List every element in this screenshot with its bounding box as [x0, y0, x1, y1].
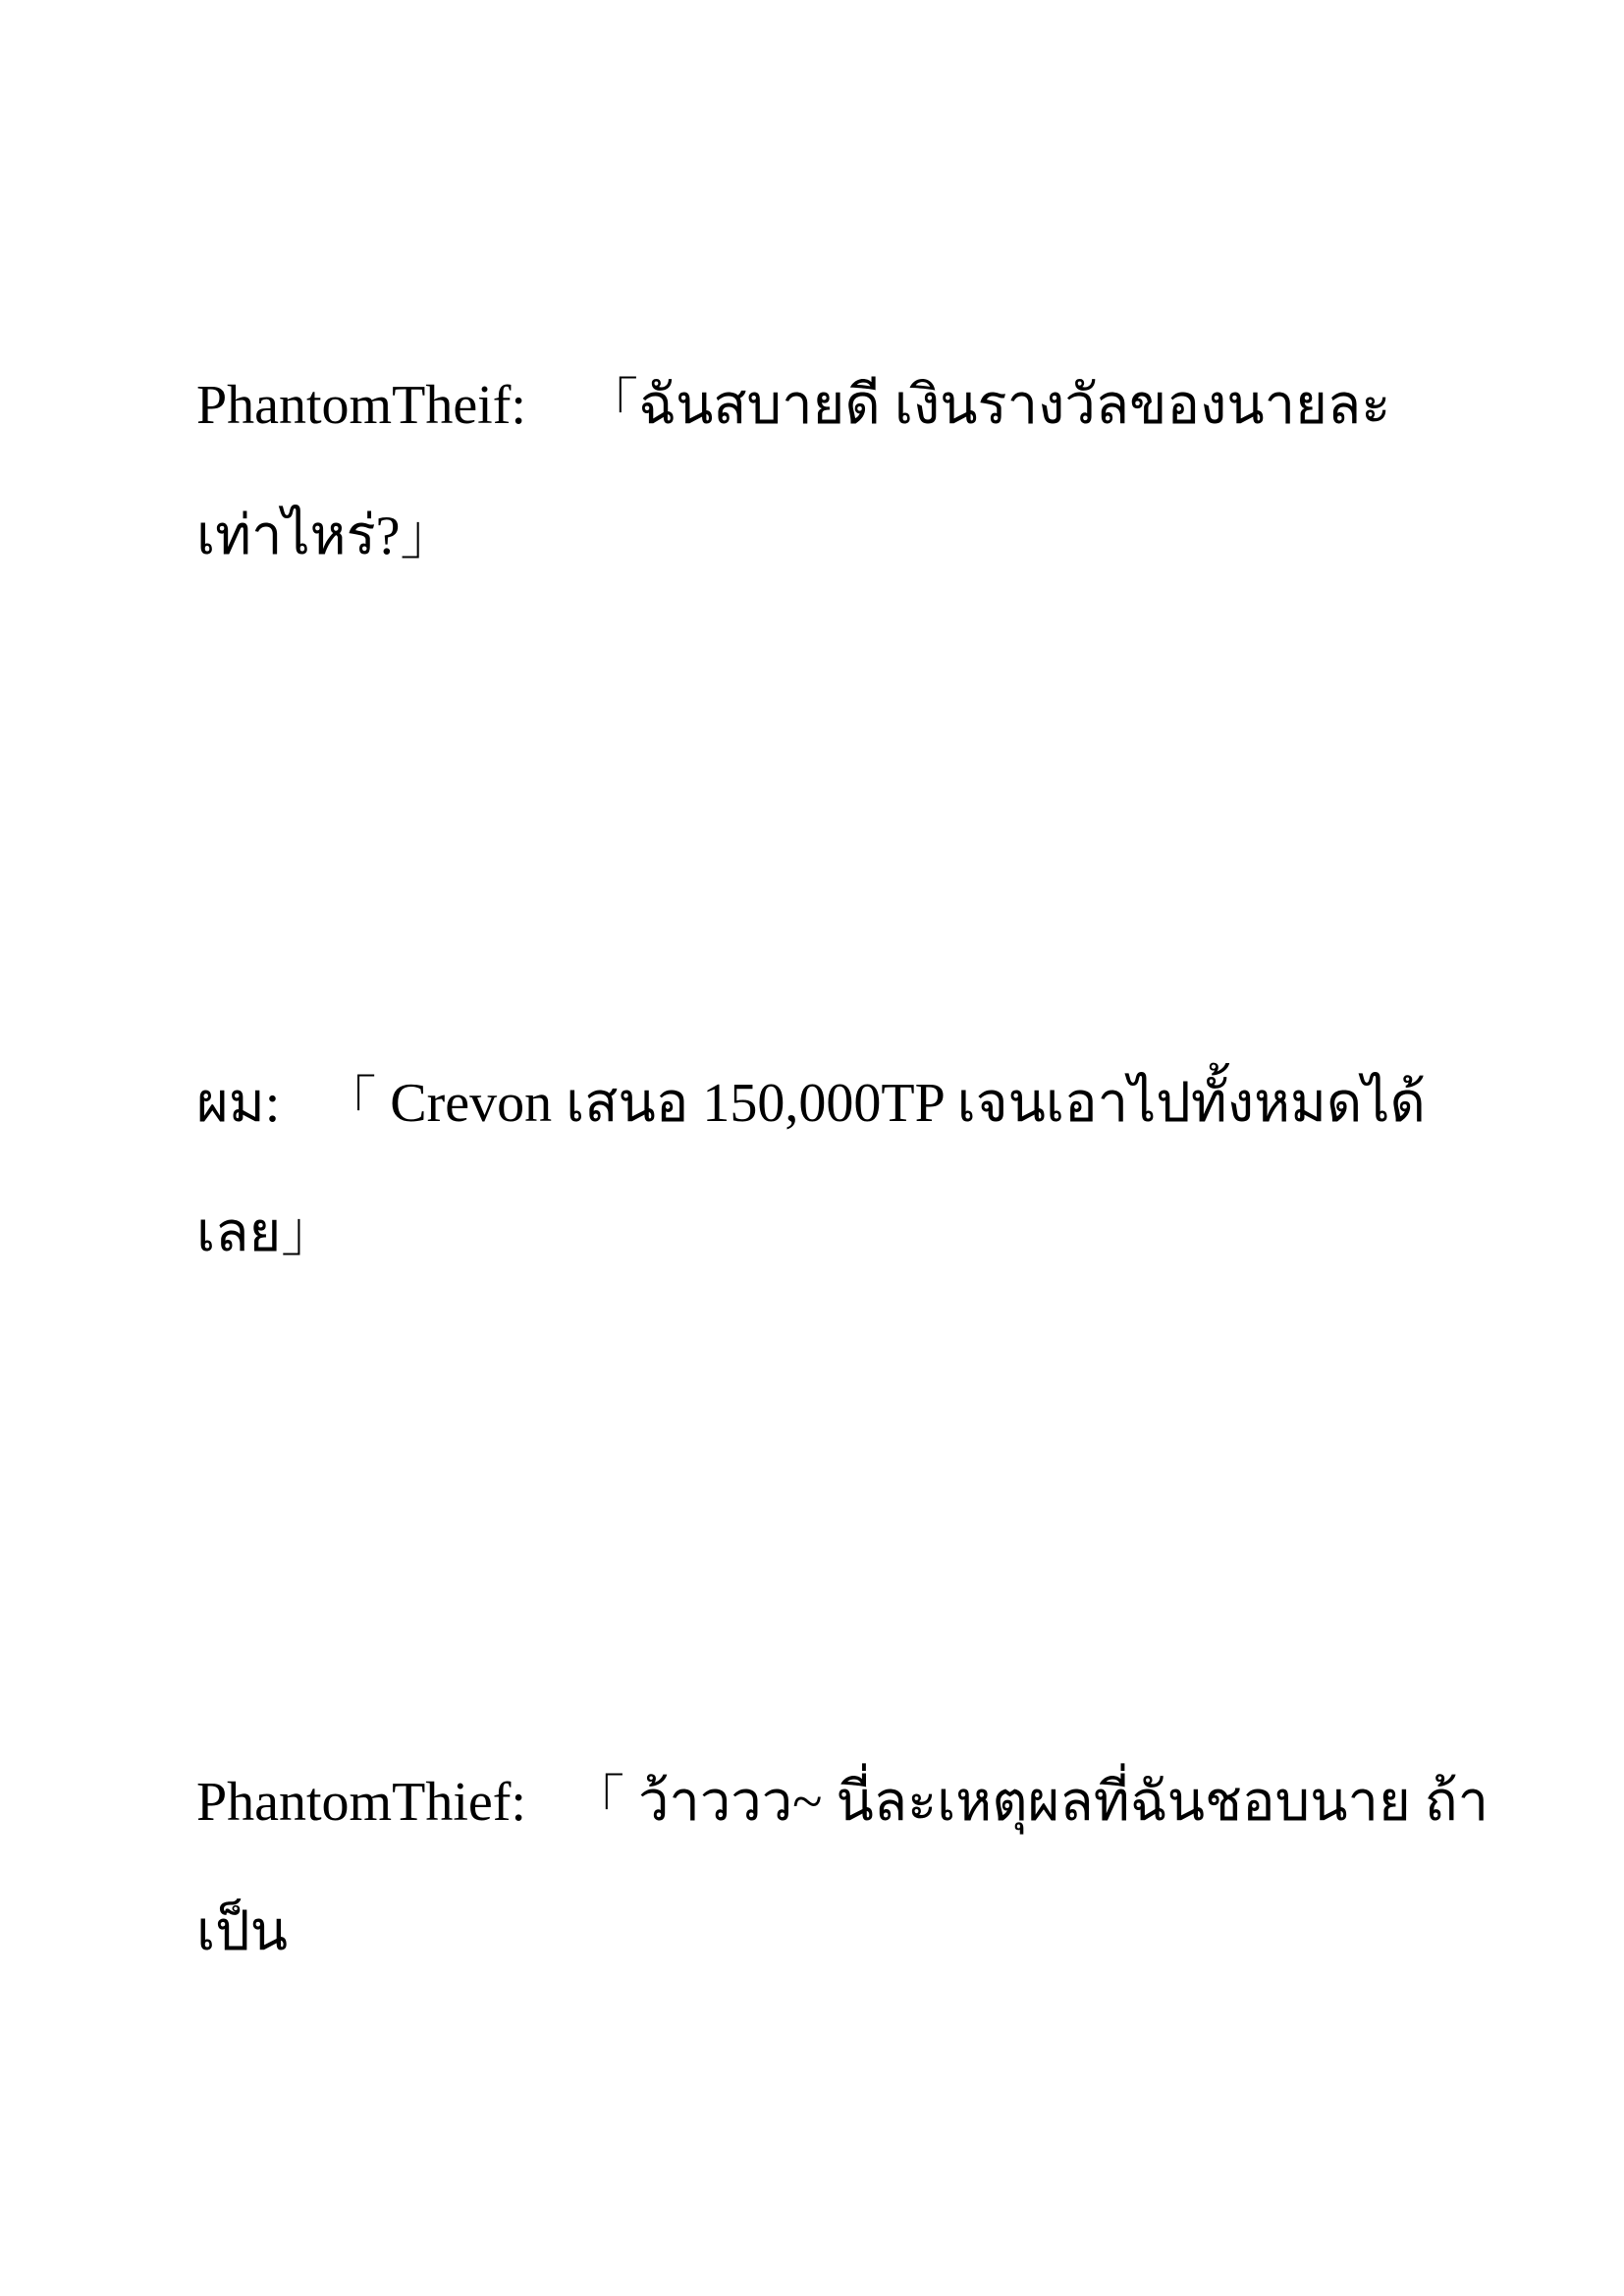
dialogue-1-line-1: [196, 373, 1391, 437]
dialogue-2-text-2: เลย: [196, 1202, 282, 1263]
dialogue-1-line-2: [196, 504, 456, 567]
dialogue-3-line-1: [196, 1770, 1489, 1834]
dialogue-1-speaker: PhantomTheif:: [196, 375, 526, 436]
dialogue-3-text-1: ว้าววว~ นี่ละเหตุผลที่ฉันชอบนาย ถ้า: [623, 1772, 1489, 1833]
dialogue-3-speaker: PhantomThief:: [196, 1772, 526, 1833]
dialogue-2-line-2: [196, 1201, 337, 1264]
dialogue-2-speaker: ผม:: [196, 1073, 281, 1134]
dialogue-2-text-1: Crevon เสนอ 150,000TP เจนเอาไปทั้งหมดได้: [376, 1073, 1426, 1134]
dialogue-2-line-1: [196, 1071, 1426, 1135]
dialogue-3-line-2: [196, 1901, 288, 1962]
dialogue-1-open-quote: 「: [582, 373, 638, 437]
dialogue-1-text-2: เท่าไหร่?: [196, 506, 401, 566]
dialogue-3-open-quote: 「: [568, 1770, 624, 1834]
dialogue-1-close-quote: 」: [400, 504, 456, 567]
dialogue-2-close-quote: 」: [281, 1201, 337, 1264]
dialogue-3-text-2: เป็น: [196, 1901, 288, 1962]
dialogue-2-open-quote: 「: [321, 1071, 377, 1135]
dialogue-1-text-1: ฉันสบายดี เงินรางวัลของนายละ: [637, 375, 1391, 436]
